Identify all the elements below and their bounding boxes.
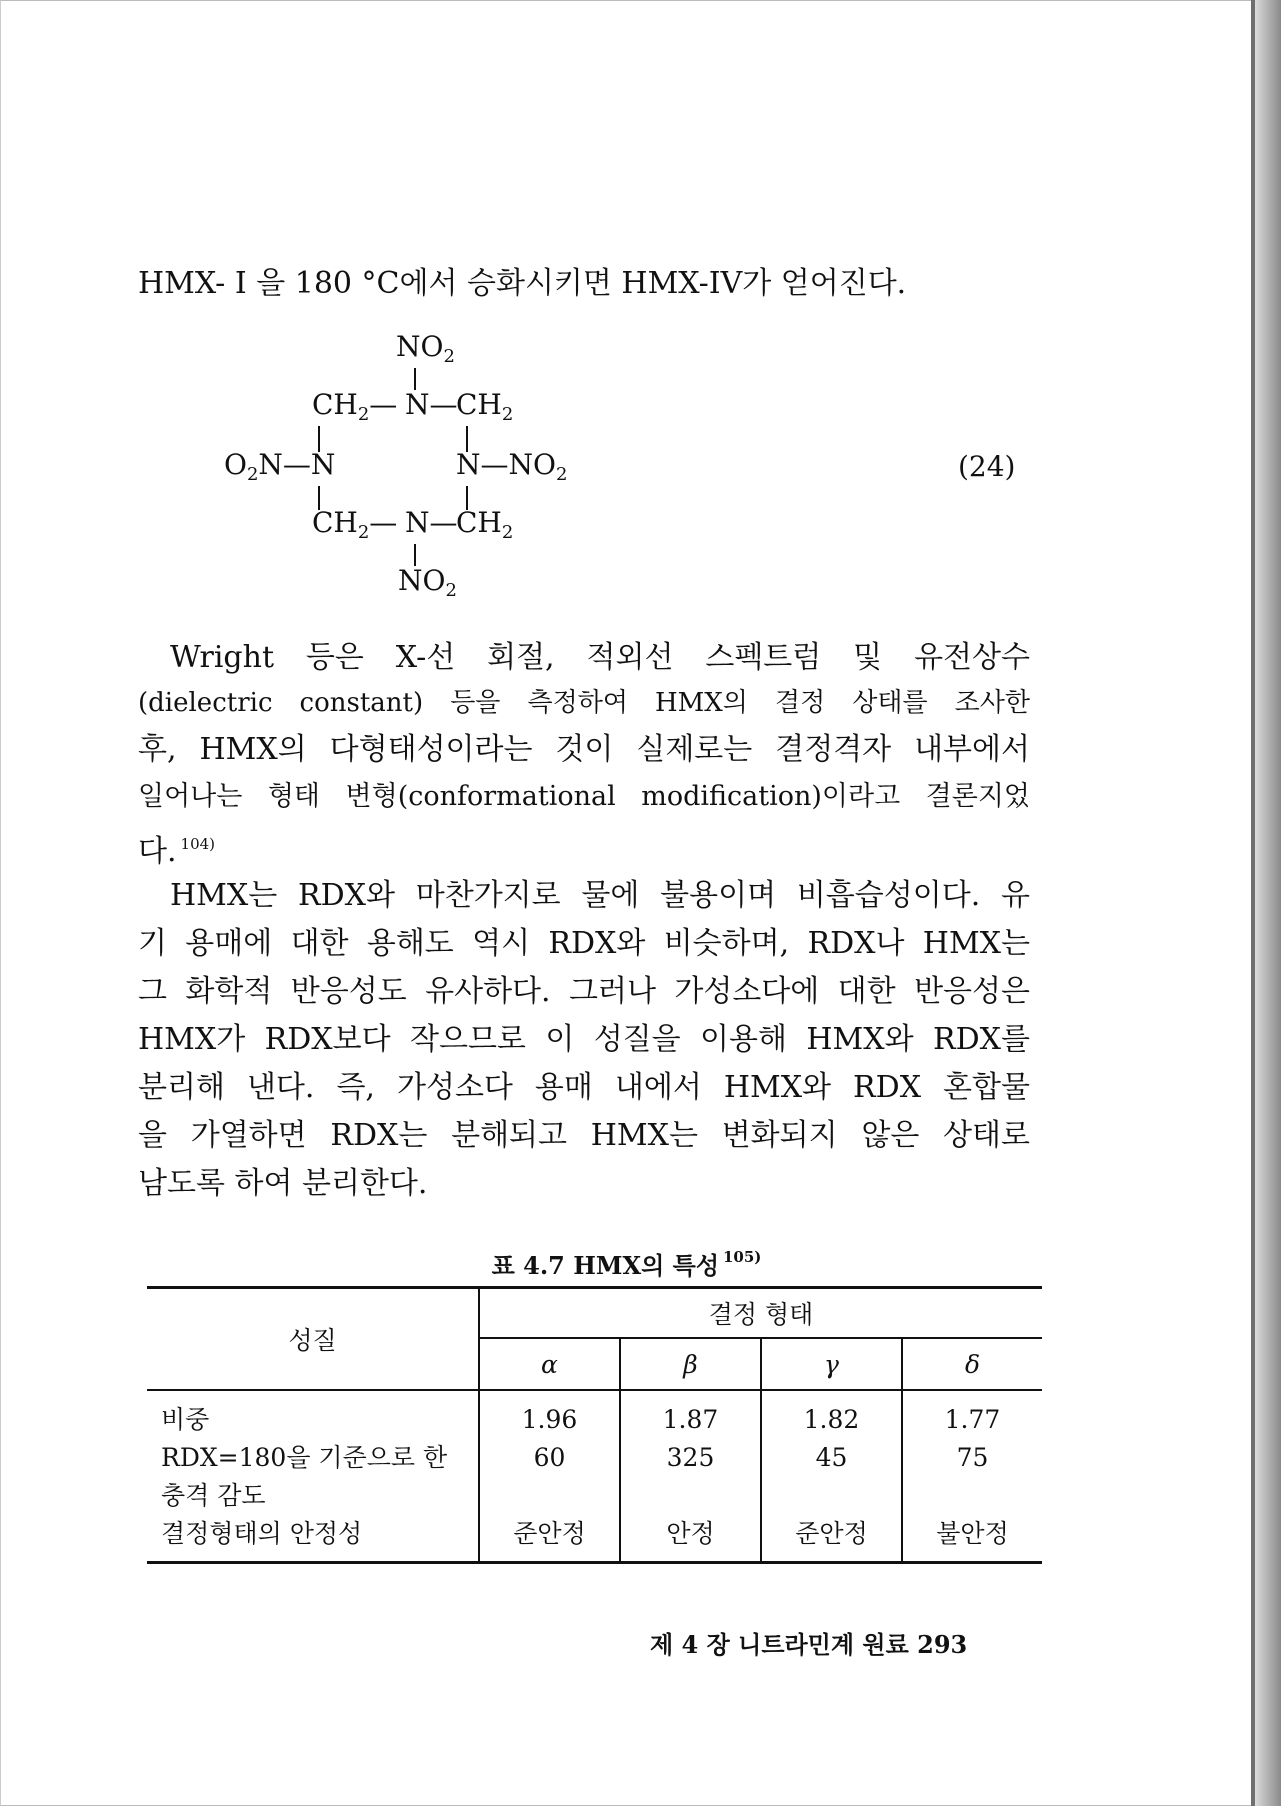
lower-ch2-left: $CH_2—$ <box>312 506 398 543</box>
property-name: 충격 감도 <box>161 1481 266 1510</box>
header-alpha: α <box>479 1338 620 1390</box>
specific-gravity-value: 1.96 <box>521 1405 578 1434</box>
header-beta: β <box>620 1338 761 1390</box>
beta-values-cell <box>620 1390 761 1563</box>
paragraph-2-last-line: 남도록 하여 분리한다. <box>138 1166 428 1201</box>
right-n-no2: $N—NO_2$ <box>456 448 568 485</box>
property-name: RDX=180을 기준으로 한 <box>161 1443 448 1472</box>
paragraph-1-line: 일어나는 형태 변형(conformational modification)이라고 결론지었 <box>138 781 1030 812</box>
impact-sensitivity-value: 75 <box>956 1443 989 1472</box>
property-names-cell <box>147 1390 479 1563</box>
equation-number: (24) <box>958 450 1016 483</box>
intro-line: HMX- I 을 180 °C에서 승화시키면 HMX-IV가 얻어진다. <box>138 266 907 301</box>
specific-gravity-value: 1.87 <box>662 1405 719 1434</box>
header-crystal-form: 결정 형태 <box>479 1288 1042 1339</box>
paragraph-2-line: HMX가 RDX보다 작으므로 이 성질을 이용해 HMX와 RDX를 <box>138 1022 1030 1057</box>
left-o2n: $O_2N—N$ <box>224 448 336 485</box>
specific-gravity-value: 1.82 <box>803 1405 860 1434</box>
impact-sensitivity-value: 45 <box>815 1443 848 1472</box>
bond-line <box>414 544 416 566</box>
stability-value: 불안정 <box>936 1519 1009 1548</box>
page-footer: 제 4 장 니트라민계 원료 293 <box>650 1630 968 1659</box>
header-property: 성질 <box>147 1288 479 1391</box>
top-no2: $NO_2$ <box>396 330 455 367</box>
stability-value: 준안정 <box>795 1519 868 1548</box>
delta-values-cell <box>902 1390 1042 1563</box>
gamma-values-cell <box>761 1390 902 1563</box>
hmx-properties-table <box>147 1286 1042 1564</box>
reference-mark: 105) <box>723 1248 762 1266</box>
bottom-no2: $NO_2$ <box>398 564 457 601</box>
hmx-structure <box>220 330 580 610</box>
page-shadow <box>1255 0 1281 1806</box>
lower-n: N— <box>405 506 458 539</box>
paragraph-1-last-line: 다. $^{104)}$ <box>138 834 216 869</box>
impact-sensitivity-value: 60 <box>533 1443 566 1472</box>
paragraph-2-line: 분리해 낸다. 즉, 가성소다 용매 내에서 HMX와 RDX 혼합물 <box>138 1070 1030 1105</box>
upper-ch2-left: $CH_2—$ <box>312 388 398 425</box>
stability-value: 안정 <box>666 1519 715 1548</box>
table-caption: 표 4.7 HMX의 특성 $^{105)}$ <box>491 1248 762 1280</box>
stability-value: 준안정 <box>513 1519 586 1548</box>
paragraph-1-line: Wright 등은 X-선 회절, 적외선 스펙트럼 및 유전상수 <box>170 640 1030 675</box>
paragraph-2-line: HMX는 RDX와 마찬가지로 물에 불용이며 비흡습성이다. 유 <box>170 878 1030 913</box>
upper-ch2-right: $CH_2$ <box>456 388 514 425</box>
bond-line <box>414 368 416 390</box>
specific-gravity-value: 1.77 <box>944 1405 1001 1434</box>
alpha-values-cell <box>479 1390 620 1563</box>
paragraph-2-line: 그 화학적 반응성도 유사하다. 그러나 가성소다에 대한 반응성은 <box>138 974 1030 1009</box>
property-name: 비중 <box>161 1405 210 1434</box>
upper-n: N— <box>405 388 458 421</box>
header-gamma: γ <box>761 1338 902 1390</box>
paragraph-2-line: 기 용매에 대한 용해도 역시 RDX와 비슷하며, RDX나 HMX는 <box>138 926 1030 961</box>
header-delta: δ <box>902 1338 1042 1390</box>
paragraph-1-line: 후, HMX의 다형태성이라는 것이 실제로는 결정격자 내부에서 <box>138 732 1030 767</box>
reference-mark: 104) <box>180 835 216 853</box>
impact-sensitivity-value: 325 <box>666 1443 715 1472</box>
paragraph-2-line: 을 가열하면 RDX는 분해되고 HMX는 변화되지 않은 상태로 <box>138 1118 1030 1153</box>
property-name: 결정형태의 안정성 <box>161 1519 363 1548</box>
table-row <box>147 1390 1042 1563</box>
paragraph-1-line: (dielectric constant) 등을 측정하여 HMX의 결정 상태를 조사한 <box>138 688 1030 718</box>
lower-ch2-right: $CH_2$ <box>456 506 514 543</box>
